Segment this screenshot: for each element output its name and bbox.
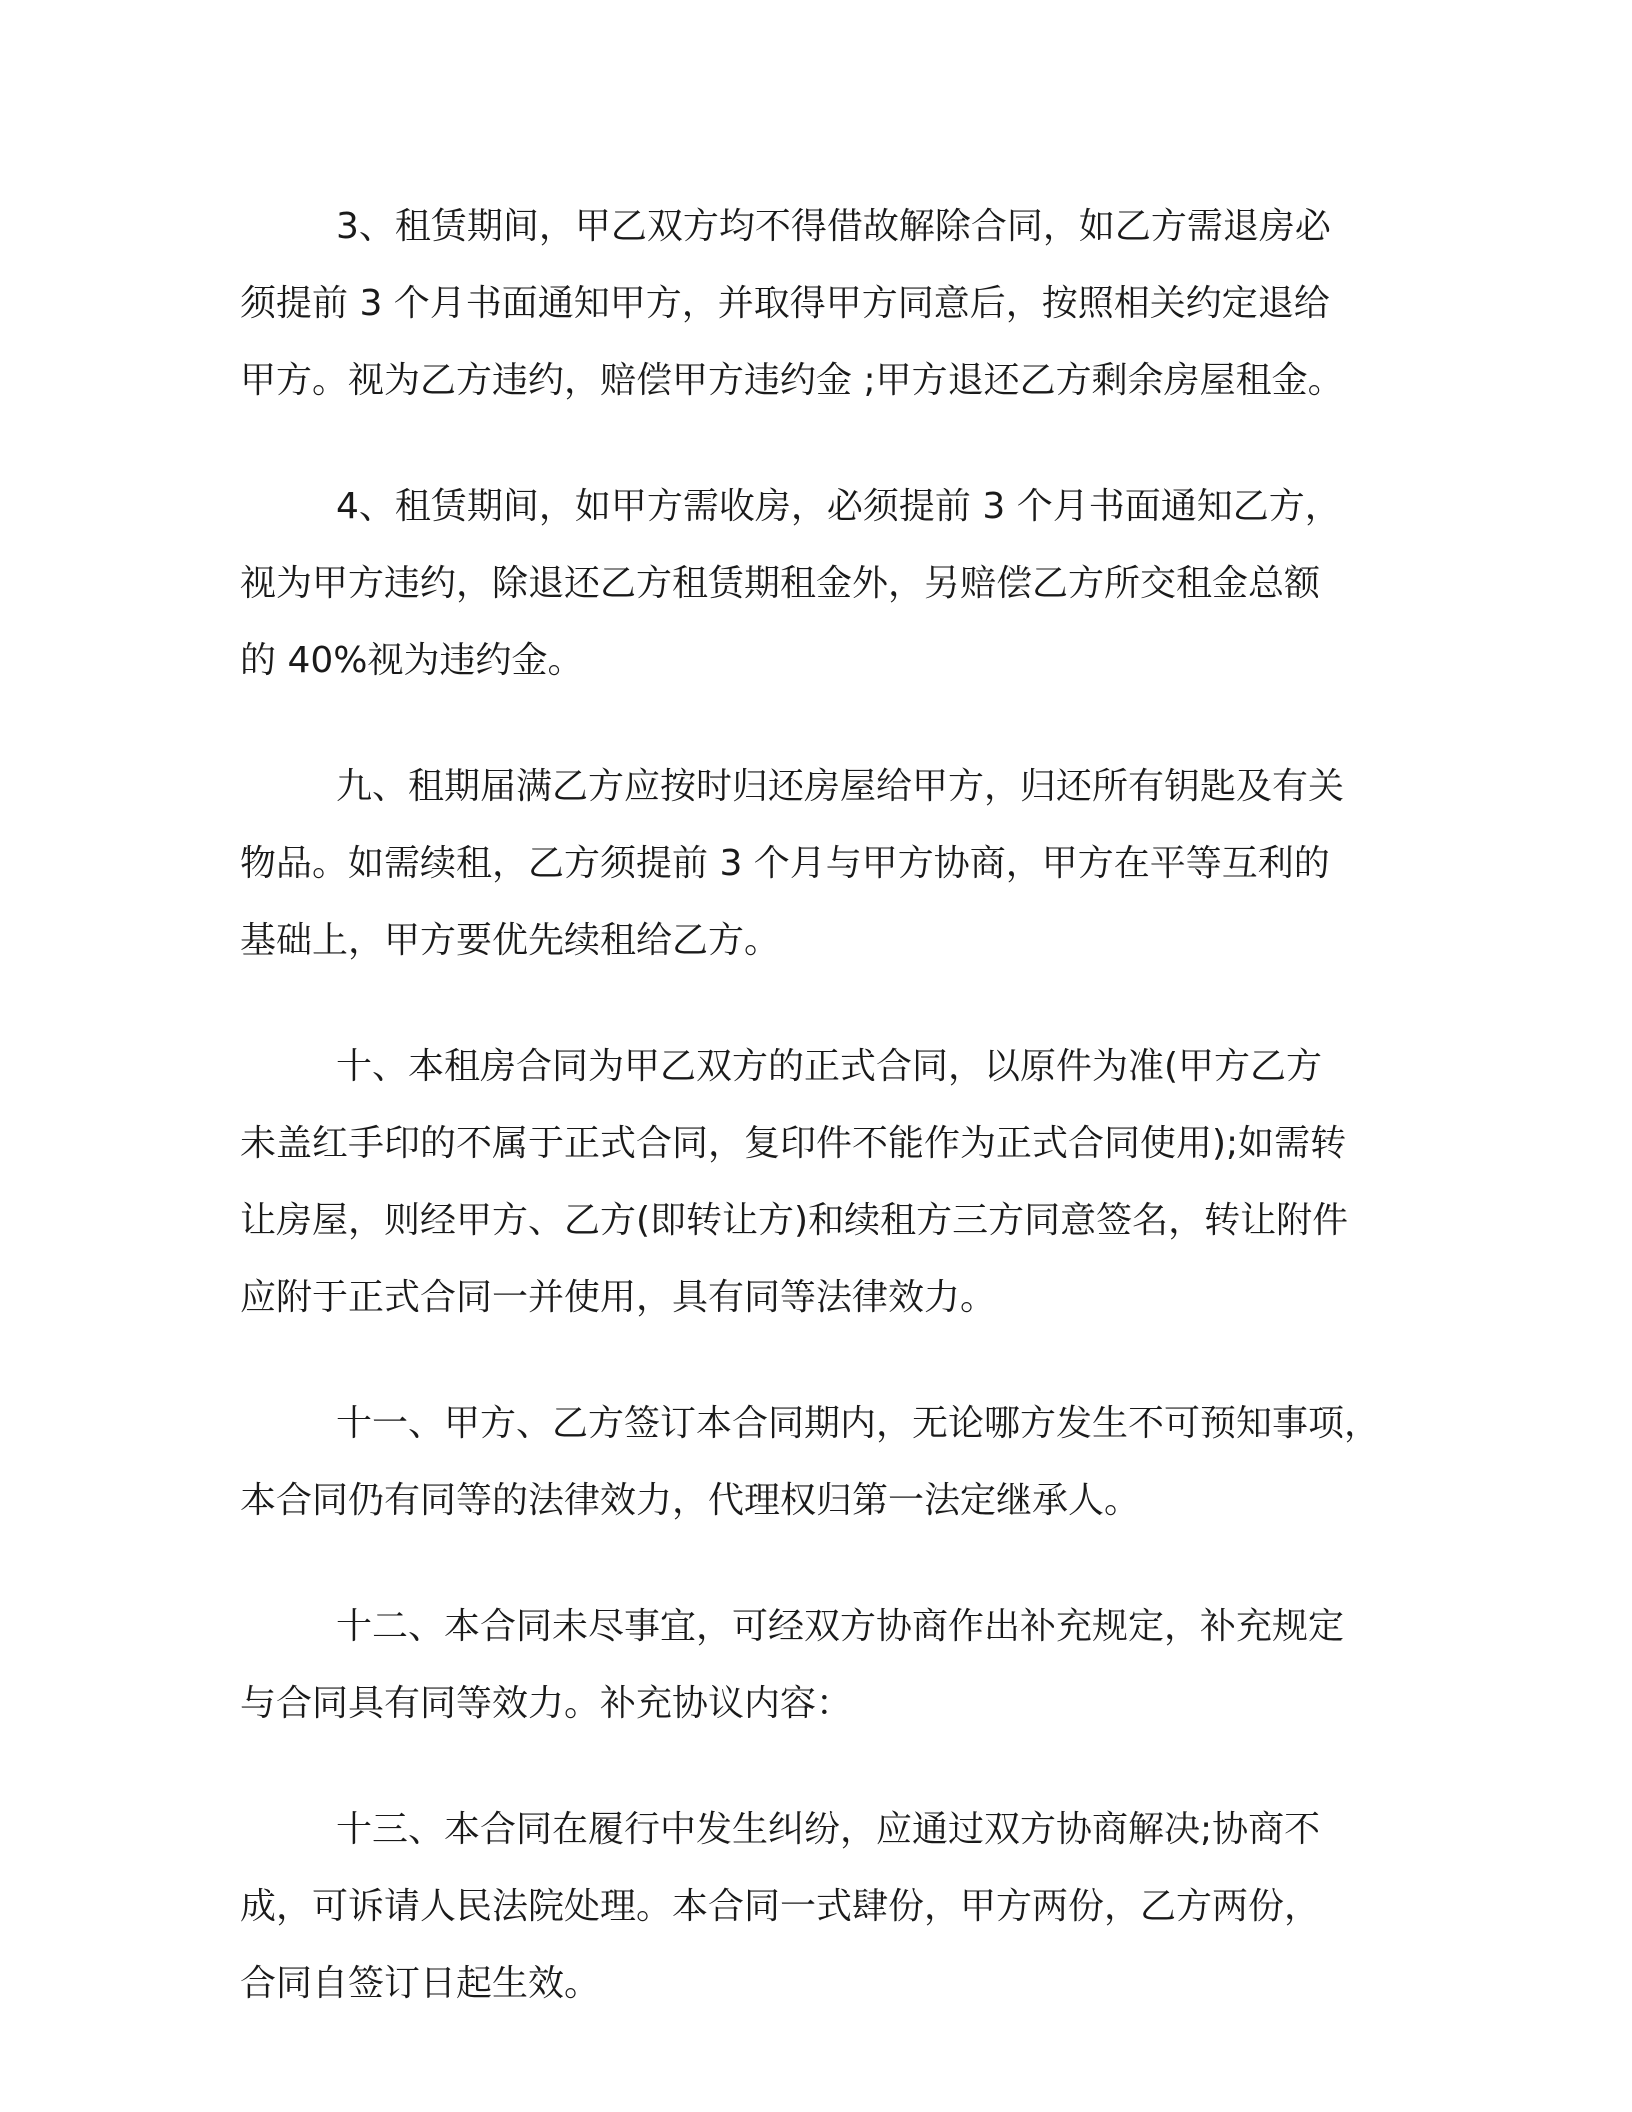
text-line: 合同自签订日起生效。 xyxy=(240,1963,601,2004)
paragraph-clause-4 xyxy=(240,468,1392,699)
text-line: 视为甲方违约，除退还乙方租赁期租金外，另赔偿乙方所交租金总额 xyxy=(240,563,1321,604)
paragraph-clause-eleven xyxy=(240,1385,1392,1539)
text-line: 让房屋，则经甲方、乙方(即转让方)和续租方三方同意签名，转让附件 xyxy=(240,1200,1349,1241)
text-line: 须提前 3 个月书面通知甲方，并取得甲方同意后，按照相关约定退给 xyxy=(240,283,1330,324)
text-line: 甲方。视为乙方违约，赔偿甲方违约金 ;甲方退还乙方剩余房屋租金。 xyxy=(240,360,1344,401)
text-line: 4、租赁期间，如甲方需收房，必须提前 3 个月书面通知乙方， xyxy=(336,486,1341,527)
text-line: 成，可诉请人民法院处理。本合同一式肆份，甲方两份，乙方两份， xyxy=(240,1886,1321,1927)
text-line: 的 40%视为违约金。 xyxy=(240,640,584,681)
text-line: 基础上，甲方要优先续租给乙方。 xyxy=(240,920,781,961)
text-line: 3、租赁期间，甲乙双方均不得借故解除合同，如乙方需退房必 xyxy=(336,206,1331,247)
paragraph-clause-nine xyxy=(240,748,1392,979)
text-line: 十、本租房合同为甲乙双方的正式合同，以原件为准(甲方乙方 xyxy=(336,1046,1323,1087)
text-line: 应附于正式合同一并使用，具有同等法律效力。 xyxy=(240,1277,997,1318)
text-line: 九、租期届满乙方应按时归还房屋给甲方，归还所有钥匙及有关 xyxy=(336,766,1345,807)
text-line: 十三、本合同在履行中发生纠纷，应通过双方协商解决;协商不 xyxy=(336,1809,1321,1850)
text-line: 本合同仍有同等的法律效力，代理权归第一法定继承人。 xyxy=(240,1480,1141,1521)
text-line: 未盖红手印的不属于正式合同，复印件不能作为正式合同使用);如需转 xyxy=(240,1123,1347,1164)
paragraph-clause-ten xyxy=(240,1028,1392,1336)
paragraph-clause-twelve xyxy=(240,1588,1392,1742)
paragraph-clause-3 xyxy=(240,188,1392,419)
text-line: 物品。如需续租，乙方须提前 3 个月与甲方协商，甲方在平等互利的 xyxy=(240,843,1330,884)
paragraph-clause-thirteen xyxy=(240,1791,1392,2022)
document-body xyxy=(240,188,1392,2071)
text-line: 与合同具有同等效力。补充协议内容： xyxy=(240,1683,853,1724)
text-line: 十一、甲方、乙方签订本合同期内，无论哪方发生不可预知事项， xyxy=(336,1403,1381,1444)
text-line: 十二、本合同未尽事宜，可经双方协商作出补充规定，补充规定 xyxy=(336,1606,1345,1647)
